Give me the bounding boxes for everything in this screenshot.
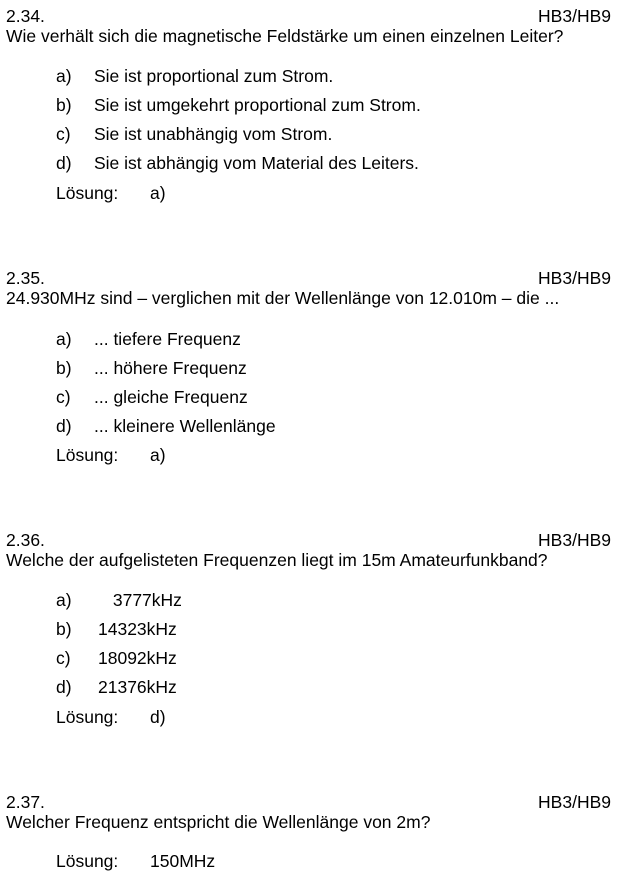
question-number: 2.35. (6, 268, 45, 288)
option-a (56, 329, 241, 350)
option-letter: d) (56, 153, 72, 173)
option-b (56, 358, 247, 379)
option-text: ... tiefere Frequenz (94, 329, 241, 349)
question-number: 2.34. (6, 6, 45, 26)
option-text: ... gleiche Frequenz (94, 387, 248, 407)
option-text: Sie ist umgekehrt proportional zum Strom. (94, 95, 421, 115)
option-a (56, 66, 333, 87)
option-b (56, 619, 177, 640)
solution-label: Lösung: (56, 707, 119, 727)
option-d (56, 153, 419, 174)
option-text: 3777kHz (108, 590, 182, 610)
solution (56, 183, 166, 204)
option-letter: a) (56, 329, 72, 349)
question-number: 2.36. (6, 530, 45, 550)
solution-label: Lösung: (56, 445, 119, 465)
option-text: 21376kHz (98, 677, 177, 697)
solution (56, 445, 166, 466)
option-text: Sie ist abhängig vom Material des Leiters. (94, 153, 419, 173)
question-category: HB3/HB9 (538, 268, 611, 288)
option-letter: c) (56, 387, 71, 407)
option-letter: d) (56, 677, 72, 697)
option-d (56, 416, 276, 437)
question-text: Welche der aufgelisteten Frequenzen liegt im 15m Amateurfunkband? (6, 550, 548, 570)
option-c (56, 387, 248, 408)
option-letter: a) (56, 66, 72, 86)
option-text: Sie ist proportional zum Strom. (94, 66, 334, 86)
option-letter: a) (56, 590, 72, 610)
option-letter: b) (56, 619, 72, 639)
question-text: 24.930MHz sind – verglichen mit der Wellenlänge von 12.010m – die ... (6, 288, 560, 308)
solution-value: d) (150, 707, 166, 727)
solution-label: Lösung: (56, 851, 119, 871)
option-letter: c) (56, 648, 71, 668)
solution (56, 851, 215, 872)
question-text: Wie verhält sich die magnetische Feldstärke um einen einzelnen Leiter? (6, 26, 564, 46)
solution-label: Lösung: (56, 183, 119, 203)
option-text: ... kleinere Wellenlänge (94, 416, 276, 436)
option-text: Sie ist unabhängig vom Strom. (94, 124, 333, 144)
option-text: 18092kHz (98, 648, 177, 668)
question-category: HB3/HB9 (538, 792, 611, 812)
option-letter: b) (56, 95, 72, 115)
option-letter: b) (56, 358, 72, 378)
question-category: HB3/HB9 (538, 6, 611, 26)
solution-value: a) (150, 445, 166, 465)
solution (56, 707, 166, 728)
question-number: 2.37. (6, 792, 45, 812)
option-a (56, 590, 182, 611)
solution-value: 150MHz (150, 851, 216, 871)
option-text: ... höhere Frequenz (94, 358, 247, 378)
question-text: Welcher Frequenz entspricht die Wellenlänge von 2m? (6, 812, 431, 832)
solution-value: a) (150, 183, 166, 203)
option-text: 14323kHz (98, 619, 177, 639)
option-c (56, 124, 332, 145)
option-b (56, 95, 421, 116)
option-d (56, 677, 177, 698)
option-letter: d) (56, 416, 72, 436)
question-category: HB3/HB9 (538, 530, 611, 550)
option-letter: c) (56, 124, 71, 144)
option-c (56, 648, 177, 669)
